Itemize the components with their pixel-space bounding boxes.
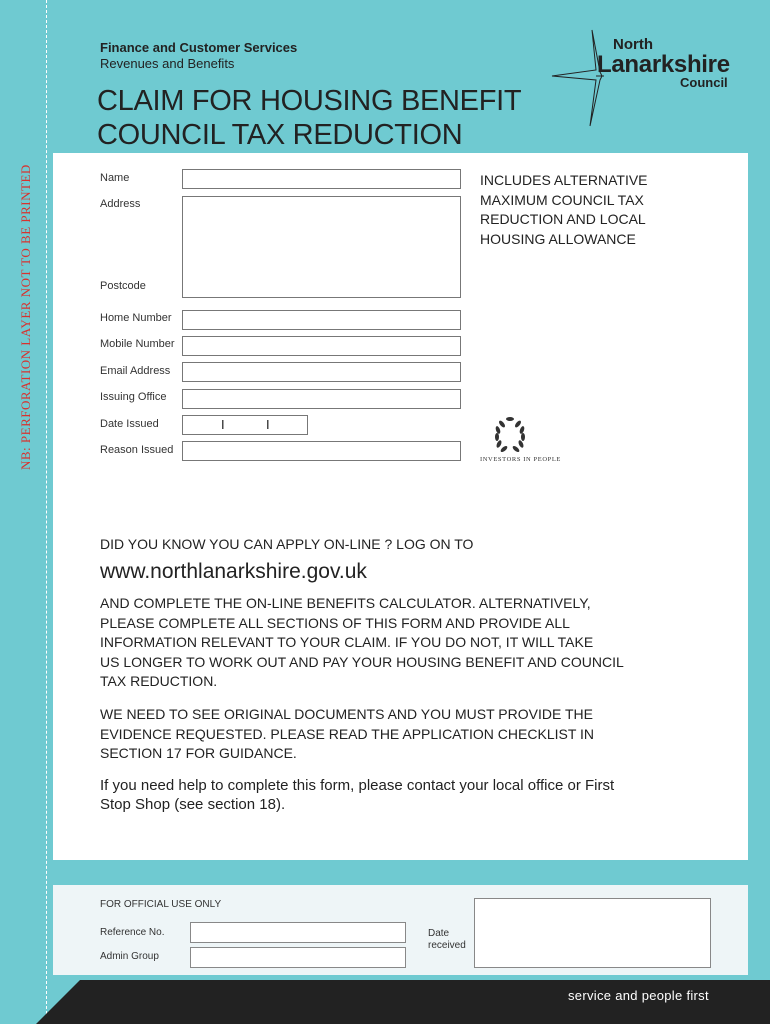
home-number-field[interactable] (182, 310, 461, 330)
name-field[interactable] (182, 169, 461, 189)
admin-group-label: Admin Group (100, 951, 159, 962)
council-website-link[interactable]: www.northlanarkshire.gov.uk (100, 560, 367, 583)
home-number-label: Home Number (100, 312, 172, 324)
instructions-line-2: PLEASE COMPLETE ALL SECTIONS OF THIS FORM AND PROVIDE ALL (100, 614, 570, 631)
date-issued-field[interactable] (182, 415, 308, 435)
admin-group-field[interactable] (190, 947, 406, 968)
mobile-number-label: Mobile Number (100, 338, 175, 350)
date-received-label (428, 928, 466, 952)
instructions-line-4: US LONGER TO WORK OUT AND PAY YOUR HOUSING BENEFIT AND COUNCIL (100, 653, 624, 670)
name-label: Name (100, 172, 130, 184)
date-received-line-2: received (428, 940, 466, 951)
issuing-office-label: Issuing Office (100, 391, 167, 403)
logo-text-north: North (613, 36, 653, 53)
evidence-paragraph (100, 705, 594, 764)
instructions-line-3: INFORMATION RELEVANT TO YOUR CLAIM. IF YOU DO NOT, IT WILL TAKE (100, 634, 594, 650)
logo-text-lanarkshire: Lanarkshire (597, 51, 730, 78)
postcode-label: Postcode (100, 280, 146, 292)
date-received-line-1: Date (428, 928, 450, 939)
reason-issued-field[interactable] (182, 441, 461, 461)
perforation-line (46, 0, 47, 1024)
issuing-office-field[interactable] (182, 389, 461, 409)
help-paragraph (100, 776, 614, 814)
address-label: Address (100, 198, 141, 210)
logo-text-council: Council (680, 75, 728, 90)
apply-online-prompt: DID YOU KNOW YOU CAN APPLY ON-LINE ? LOG ON TO (100, 536, 474, 552)
subdepartment-name: Revenues and Benefits (100, 56, 235, 71)
date-separator-1: I (221, 417, 225, 432)
title-line-1: CLAIM FOR HOUSING BENEFIT (97, 85, 522, 117)
date-received-field[interactable] (474, 898, 711, 968)
includes-line-2: MAXIMUM COUNCIL TAX (480, 191, 644, 208)
instructions-paragraph (100, 594, 624, 692)
reference-field[interactable] (190, 922, 406, 943)
date-separator-2: I (266, 417, 270, 432)
reason-issued-label: Reason Issued (100, 444, 174, 456)
help-line-2: Stop Shop (see section 18). (100, 796, 286, 813)
perforation-note: NB: PERFORATION LAYER NOT TO BE PRINTED (18, 164, 33, 470)
includes-note (480, 171, 648, 249)
page-title (97, 84, 521, 152)
instructions-line-1: AND COMPLETE THE ON-LINE BENEFITS CALCULATOR. ALTERNATIVELY, (100, 595, 591, 611)
instructions-line-5: TAX REDUCTION. (100, 673, 218, 689)
evidence-line-2: EVIDENCE REQUESTED. PLEASE READ THE APPLICATION CHECKLIST IN (100, 725, 595, 742)
includes-line-4: HOUSING ALLOWANCE (480, 230, 636, 247)
department-name: Finance and Customer Services (100, 40, 298, 55)
reference-label: Reference No. (100, 927, 165, 938)
footer-slogan: service and people first (568, 988, 709, 1003)
investors-in-people-text: INVESTORS IN PEOPLE (480, 456, 561, 463)
help-line-1: If you need help to complete this form, please contact your local office or First (100, 777, 615, 794)
mobile-number-field[interactable] (182, 336, 461, 356)
email-field[interactable] (182, 362, 461, 382)
includes-line-1: INCLUDES ALTERNATIVE (480, 172, 648, 188)
email-label: Email Address (100, 365, 171, 377)
includes-line-3: REDUCTION AND LOCAL (480, 211, 646, 227)
date-issued-label: Date Issued (100, 418, 159, 430)
evidence-line-1: WE NEED TO SEE ORIGINAL DOCUMENTS AND YOU MUST PROVIDE THE (100, 706, 593, 722)
evidence-line-3: SECTION 17 FOR GUIDANCE. (100, 745, 297, 761)
address-field[interactable] (182, 196, 461, 298)
title-line-2: COUNCIL TAX REDUCTION (97, 119, 463, 151)
official-use-heading: FOR OFFICIAL USE ONLY (100, 899, 222, 910)
